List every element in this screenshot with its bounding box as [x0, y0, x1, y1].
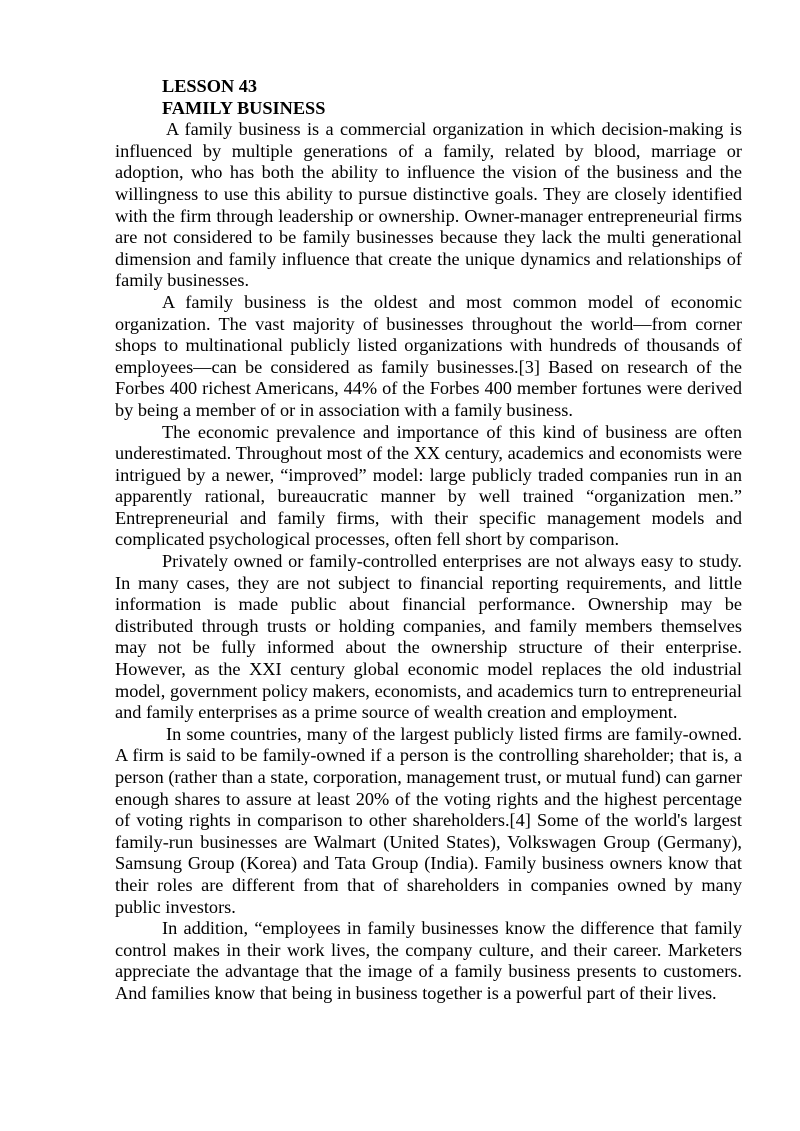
paragraph-private-enterprises: Privately owned or family-controlled enterprises are not always easy to study. In many cases, they are not subject to financial reporting requirements, and little information is made public about financial performance. Ownership may be distributed through trusts or holding companies, and family members themselves may not be fully informed about the ownership structure of their enterprise. However, as the XXI century global economic model replaces the old industrial model, government policy makers, economists, and academics turn to entrepreneurial and family enterprises as a prime source of wealth creation and employment. [115, 551, 742, 723]
lesson-number: LESSON 43 [162, 76, 257, 96]
paragraph-definition: A family business is a commercial organization in which decision-making is influenced by multiple generations of a family, related by blood, marriage or adoption, who has both the ability to influence the vision of the business and the willingness to use this ability to pursue distinctive goals. They are closely identified with the firm through leadership or ownership. Owner-manager entrepreneurial firms are not considered to be family businesses because they lack the multi generational dimension and family influence that create the unique dynamics and relationships of family businesses. [115, 119, 742, 291]
paragraph-prevalence: The economic prevalence and importance of this kind of business are often underestimated. Throughout most of the XX century, academics and economists were intrigued by a newer, “improved” model: large publicly traded companies run in an apparently rational, bureaucratic manner by well trained “organization men.” Entrepreneurial and family firms, with their specific management models and complicated psychological processes, often fell short by comparison. [115, 421, 742, 550]
document-title: FAMILY BUSINESS [162, 97, 326, 118]
paragraph-employees: In addition, “employees in family businesses know the difference that family control makes in their work lives, the company culture, and their career. Marketers appreciate the advantage that the image of a family business presents to customers. And families know that being in business together is a powerful part of their lives. [115, 918, 742, 1003]
paragraph-oldest-model: A family business is the oldest and most common model of economic organization. The vast majority of businesses throughout the world—from corner shops to multinational publicly listed organizations with hundreds of thousands of employees—can be considered as family businesses.[3] Based on research of the Forbes 400 richest Americans, 44% of the Forbes 400 member fortunes were derived by being a member of or in association with a family business. [115, 291, 742, 420]
paragraph-family-owned-firms: In some countries, many of the largest publicly listed firms are family-owned. A firm is said to be family-owned if a person is the controlling shareholder; that is, a person (rather than a state, corporation, management trust, or mutual fund) can garner enough shares to assure at least 20% of the voting rights and the highest percentage of voting rights in comparison to other shareholders.[4] Some of the world's largest family-run businesses are Walmart (United States), Volkswagen Group (Germany), Samsung Group (Korea) and Tata Group (India). Family business owners know that their roles are different from that of shareholders in companies owned by many public investors. [115, 723, 742, 917]
document-page [115, 76, 742, 1005]
